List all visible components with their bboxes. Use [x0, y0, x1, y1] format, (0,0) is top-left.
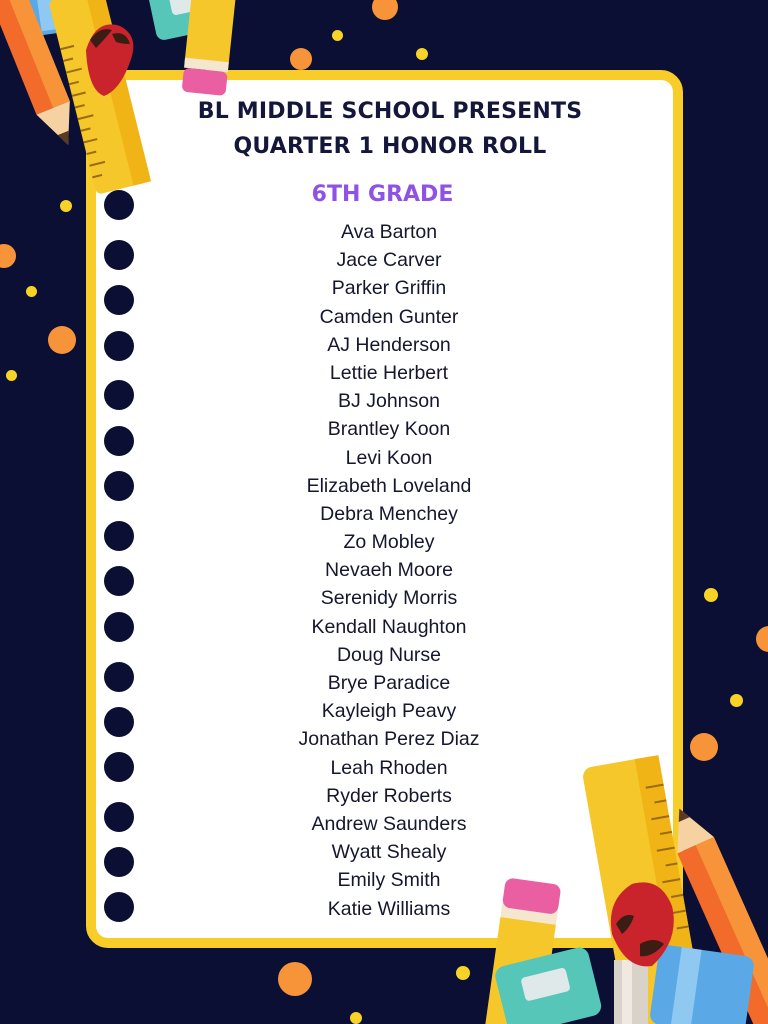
notebook-hole — [104, 892, 134, 922]
student-name: Elizabeth Loveland — [306, 474, 472, 497]
confetti-dot — [26, 286, 37, 297]
confetti-dot — [350, 1012, 362, 1024]
confetti-dot — [704, 588, 718, 602]
confetti-dot — [416, 48, 428, 60]
notebook-hole — [104, 521, 134, 551]
eraser-icon — [19, 0, 108, 37]
student-name: Jace Carver — [336, 249, 442, 272]
pencil-icon — [0, 0, 85, 152]
student-name: Emily Smith — [337, 869, 441, 892]
student-name: Leah Rhoden — [330, 756, 448, 779]
student-name: Kendall Naughton — [311, 615, 467, 638]
student-name: Kayleigh Peavy — [321, 700, 457, 723]
notebook-hole — [104, 190, 134, 220]
confetti-dot — [278, 962, 312, 996]
confetti-dot — [372, 0, 398, 20]
grade-heading: 6TH GRADE — [311, 182, 454, 207]
student-name: Katie Williams — [327, 897, 451, 920]
confetti-dot — [0, 244, 16, 268]
notebook-hole — [104, 847, 134, 877]
student-name: Doug Nurse — [336, 643, 442, 666]
sharpener-icon — [493, 945, 603, 1024]
student-name: Wyatt Shealy — [331, 841, 447, 864]
notebook-hole — [104, 707, 134, 737]
student-name: Parker Griffin — [331, 277, 447, 300]
student-name: Camden Gunter — [319, 305, 459, 328]
student-name: Ryder Roberts — [326, 784, 452, 807]
eraser-icon — [649, 944, 755, 1024]
student-list — [150, 218, 628, 923]
confetti-dot — [690, 733, 718, 761]
page-subtitle: QUARTER 1 HONOR ROLL — [233, 134, 547, 159]
notebook-hole — [104, 331, 134, 361]
student-name: Zo Mobley — [343, 531, 435, 554]
student-name: Serenidy Morris — [320, 587, 458, 610]
confetti-dot — [332, 30, 343, 41]
student-name: Lettie Herbert — [329, 361, 449, 384]
student-name: AJ Henderson — [327, 333, 451, 356]
page-title: BL MIDDLE SCHOOL PRESENTS — [197, 99, 583, 124]
confetti-dot — [730, 694, 743, 707]
student-name: Brantley Koon — [327, 418, 451, 441]
notebook-hole — [104, 752, 134, 782]
student-name: BJ Johnson — [338, 390, 440, 413]
notebook-hole — [104, 662, 134, 692]
confetti-dot — [756, 626, 768, 652]
notebook-hole — [104, 471, 134, 501]
confetti-dot — [6, 370, 17, 381]
student-name: Debra Menchey — [320, 502, 458, 525]
notebook-hole — [104, 566, 134, 596]
notebook-hole — [104, 380, 134, 410]
confetti-dot — [456, 966, 470, 980]
confetti-dot — [60, 200, 72, 212]
student-name: Ava Barton — [340, 221, 438, 243]
notebook-hole — [104, 802, 134, 832]
student-name: Brye Paradice — [327, 672, 451, 694]
student-name: Jonathan Perez Diaz — [298, 728, 480, 751]
student-name: Levi Koon — [345, 446, 433, 469]
notebook-hole — [104, 285, 134, 315]
student-name: Nevaeh Moore — [325, 559, 453, 582]
sharpener-icon — [147, 0, 232, 41]
confetti-dot — [290, 48, 312, 70]
notebook-hole — [104, 612, 134, 642]
student-name: Andrew Saunders — [311, 812, 467, 835]
notebook-hole — [104, 240, 134, 270]
notebook-hole — [104, 426, 134, 456]
confetti-dot — [48, 326, 76, 354]
